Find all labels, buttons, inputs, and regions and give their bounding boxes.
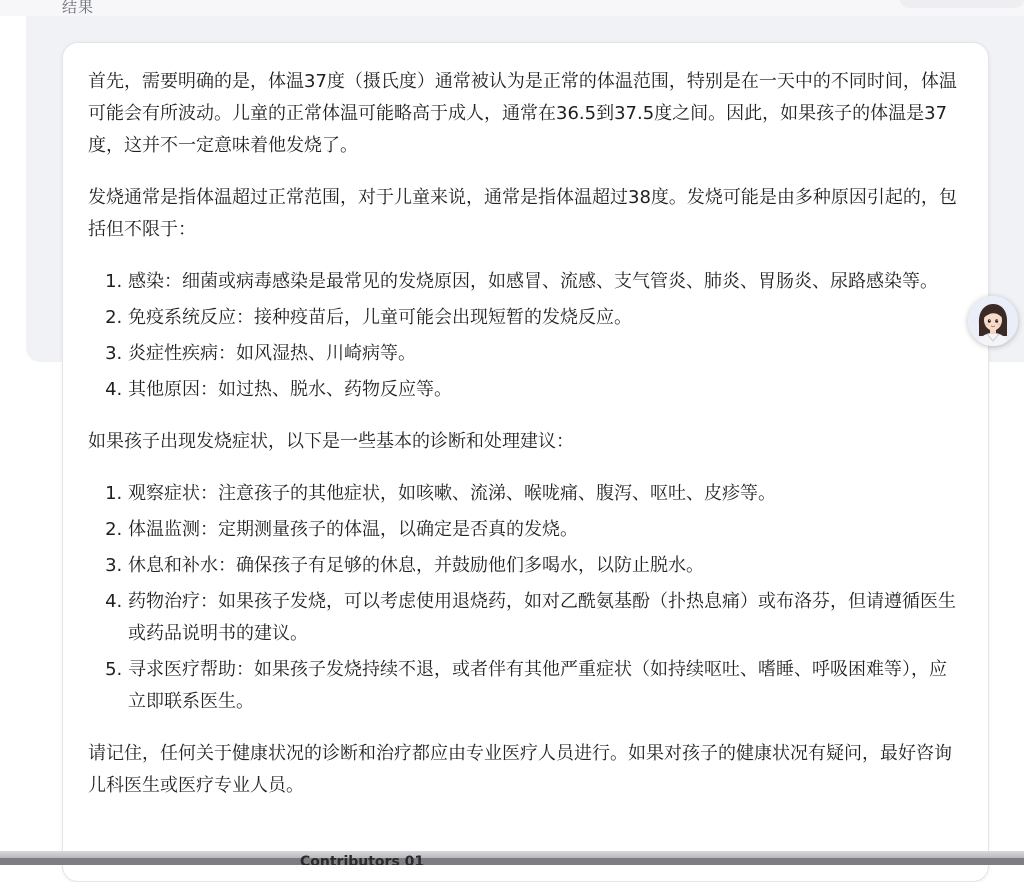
list-item: 5. 寻求医疗帮助：如果孩子发烧持续不退，或者伴有其他严重症状（如持续呕吐、嗜睡、呼吸困难等），应立即联系医生。 [128, 654, 963, 718]
list-item: 2. 免疫系统反应：接种疫苗后，儿童可能会出现短暂的发烧反应。 [128, 302, 963, 334]
section-label: 结果 [62, 0, 95, 16]
closing-paragraph: 请记住，任何关于健康状况的诊断和治疗都应由专业医疗人员进行。如果对孩子的健康状况有疑问，最好咨询儿科医生或医疗专业人员。 [88, 743, 952, 796]
list-item: 4. 其他原因：如过热、脱水、药物反应等。 [128, 374, 963, 406]
intro-paragraph: 首先，需要明确的是，体温37度（摄氏度）通常被认为是正常的体温范围，特别是在一天中的不同时间，体温可能会有所波动。儿童的正常体温可能略高于成人，通常在36.5到37.5度之间。因此，如果孩子的体温是37度，这并不一定意味着他发烧了。 [88, 71, 957, 156]
list-item: 3. 休息和补水：确保孩子有足够的休息，并鼓励他们多喝水，以防止脱水。 [128, 550, 963, 582]
window-bottom-edge [0, 858, 1024, 865]
assistant-avatar-icon[interactable] [968, 296, 1018, 346]
answer-content [88, 66, 963, 822]
avatar-illustration [968, 296, 1018, 346]
clipped-footer-text: Contributors 01 [300, 855, 425, 865]
top-toolbar-pill[interactable] [900, 0, 1024, 8]
list-item: 4. 药物治疗：如果孩子发烧，可以考虑使用退烧药，如对乙酰氨基酚（扑热息痛）或布洛芬，但请遵循医生或药品说明书的建议。 [128, 586, 963, 650]
causes-list [88, 266, 963, 406]
list-item: 2. 体温监测：定期测量孩子的体温，以确定是否真的发烧。 [128, 514, 963, 546]
advice-paragraph: 如果孩子出现发烧症状，以下是一些基本的诊断和处理建议： [88, 431, 574, 452]
fever-paragraph: 发烧通常是指体温超过正常范围，对于儿童来说，通常是指体温超过38度。发烧可能是由多种原因引起的，包括但不限于： [88, 187, 957, 240]
advice-list [88, 478, 963, 718]
list-item: 1. 感染：细菌或病毒感染是最常见的发烧原因，如感冒、流感、支气管炎、肺炎、胃肠炎、尿路感染等。 [128, 266, 963, 298]
list-item: 1. 观察症状：注意孩子的其他症状，如咳嗽、流涕、喉咙痛、腹泻、呕吐、皮疹等。 [128, 478, 963, 510]
list-item: 3. 炎症性疾病：如风湿热、川崎病等。 [128, 338, 963, 370]
top-strip [0, 0, 1024, 16]
